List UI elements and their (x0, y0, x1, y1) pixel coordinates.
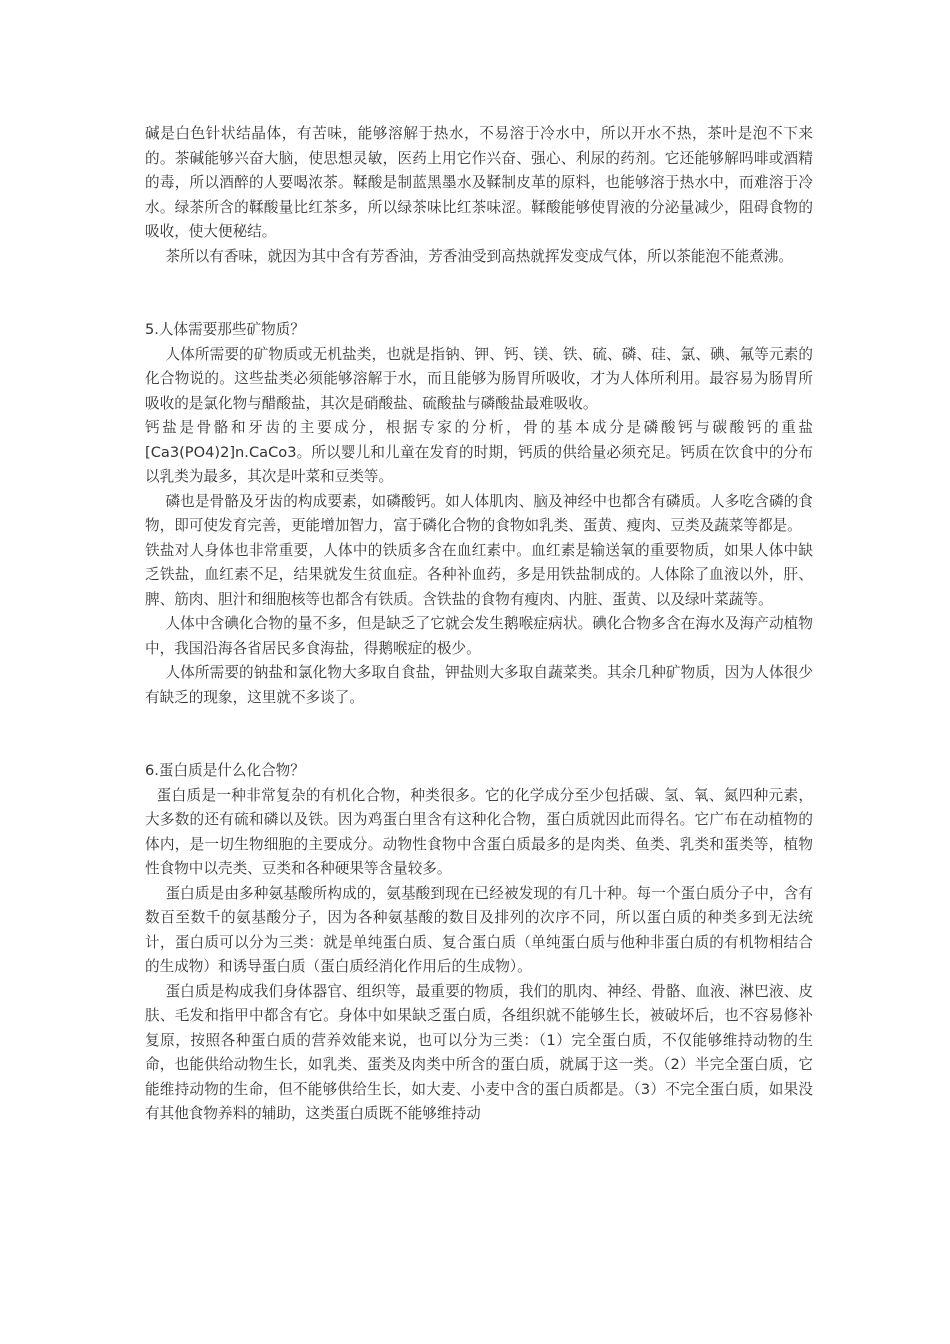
paragraph-tea-alkaloid: 碱是白色针状结晶体，有苦味，能够溶解于热水，不易溶于冷水中，所以开水不热，茶叶是泡不下来的。茶碱能够兴奋大脑，使思想灵敏，医药上用它作兴奋、强心、利尿的药剂。它还能够解吗啡或酒精的毒，所以酒醉的人要喝浓茶。鞣酸是制蓝黑墨水及鞣制皮革的原料，也能够溶于热水中，而难溶于冷水。绿茶所含的鞣酸量比红茶多，所以绿茶味比红茶味涩。鞣酸能够使胃液的分泌量减少，阻碍食物的吸收，使大便秘结。 (145, 125, 813, 240)
paragraph-iodine: 人体中含碘化合物的量不多，但是缺乏了它就会发生鹅喉症病状。碘化合物多含在海水及海产动植物中，我国沿海各省居民多食海盐，得鹅喉症的极少。 (145, 615, 813, 657)
paragraph-amino-acids: 蛋白质是由多种氨基酸所构成的，氨基酸到现在已经被发现的有几十种。每一个蛋白质分子中，含有数百至数千的氨基酸分子，因为各种氨基酸的数目及排列的次序不同，所以蛋白质的种类多到无法统计，蛋白质可以分为三类：就是单纯蛋白质、复合蛋白质（单纯蛋白质与他种非蛋白质的有机物相结合的生成物）和诱导蛋白质（蛋白质经消化作用后的生成物）。 (145, 884, 813, 975)
section-heading-protein: 6.蛋白质是什么化合物？ (145, 762, 305, 779)
paragraph-minerals-intro: 人体所需要的矿物质或无机盐类，也就是指钠、钾、钙、镁、铁、硫、磷、硅、氯、碘、氟等元素的化合物说的。这些盐类必须能够溶解于水，而且能够为肠胃所吸收，才为人体所利用。最容易为肠胃所吸收的是氯化物与醋酸盐，其次是硝酸盐、硫酸盐与磷酸盐最难吸收。 (145, 345, 813, 412)
paragraph-tea-aroma: 茶所以有香味，就因为其中含有芳香油，芳香油受到高热就挥发变成气体，所以茶能泡不能煮沸。 (165, 247, 793, 265)
section-heading-minerals: 5.人体需要那些矿物质？ (145, 321, 305, 338)
paragraph-phosphorus: 磷也是骨骼及牙齿的构成要素，如磷酸钙。如人体肌肉、脑及神经中也都含有磷质。人多吃含磷的食物，即可使发育完善，更能增加智力，富于磷化合物的食物如乳类、蛋黄、瘦肉、豆类及蔬菜等都是。 (145, 492, 813, 534)
document-body (145, 122, 813, 1127)
paragraph-protein-intro: 蛋白质是一种非常复杂的有机化合物，种类很多。它的化学成分至少包括碳、氢、氧、氮四种元素，大多数的还有硫和磷以及铁。因为鸡蛋白里含有这种化合物，蛋白质就因此而得名。它广布在动植物的体内，是一切生物细胞的主要成分。动物性食物中含蛋白质最多的是肉类、鱼类、乳类和蛋类等，植物性食物中以壳类、豆类和各种硬果等含量较多。 (145, 786, 813, 877)
paragraph-sodium-potassium: 人体所需要的钠盐和氯化物大多取自食盐，钾盐则大多取自蔬菜类。其余几种矿物质，因为人体很少有缺乏的现象，这里就不多谈了。 (145, 664, 813, 706)
paragraph-protein-nutrition: 蛋白质是构成我们身体器官、组织等，最重要的物质，我们的肌肉、神经、骨骼、血液、淋巴液、皮肤、毛发和指甲中都含有它。身体中如果缺乏蛋白质，各组织就不能够生长，被破坏后，也不容易修补复原，按照各种蛋白质的营养效能来说，也可以分为三类：（1）完全蛋白质，不仅能够维持动物的生命，也能供给动物生长，如乳类、蛋类及肉类中所含的蛋白质，就属于这一类。（2）半完全蛋白质，它能维持动物的生命，但不能够供给生长，如大麦、小麦中含的蛋白质都是。（3）不完全蛋白质，如果没有其他食物养料的辅助，这类蛋白质既不能够维持动 (145, 982, 813, 1122)
paragraph-calcium: 钙盐是骨骼和牙齿的主要成分，根据专家的分析，骨的基本成分是磷酸钙与碳酸钙的重盐[Ca3(PO4)2]n.CaCo3。所以婴儿和儿童在发育的时期，钙质的供给量必须充足。钙质在饮食中的分布以乳类为最多，其次是叶菜和豆类等。 (145, 419, 813, 485)
section-spacer (145, 269, 813, 318)
paragraph-iron: 铁盐对人身体也非常重要，人体中的铁质多含在血红素中。血红素是输送氧的重要物质，如果人体中缺乏铁盐，血红素不足，结果就发生贫血症。各种补血药，多是用铁盐制成的。人体除了血液以外，肝、脾、筋肉、胆汁和细胞核等也都含有铁质。含铁盐的食物有瘦肉、内脏、蛋黄、以及绿叶菜蔬等。 (145, 541, 813, 608)
section-spacer (145, 710, 813, 759)
